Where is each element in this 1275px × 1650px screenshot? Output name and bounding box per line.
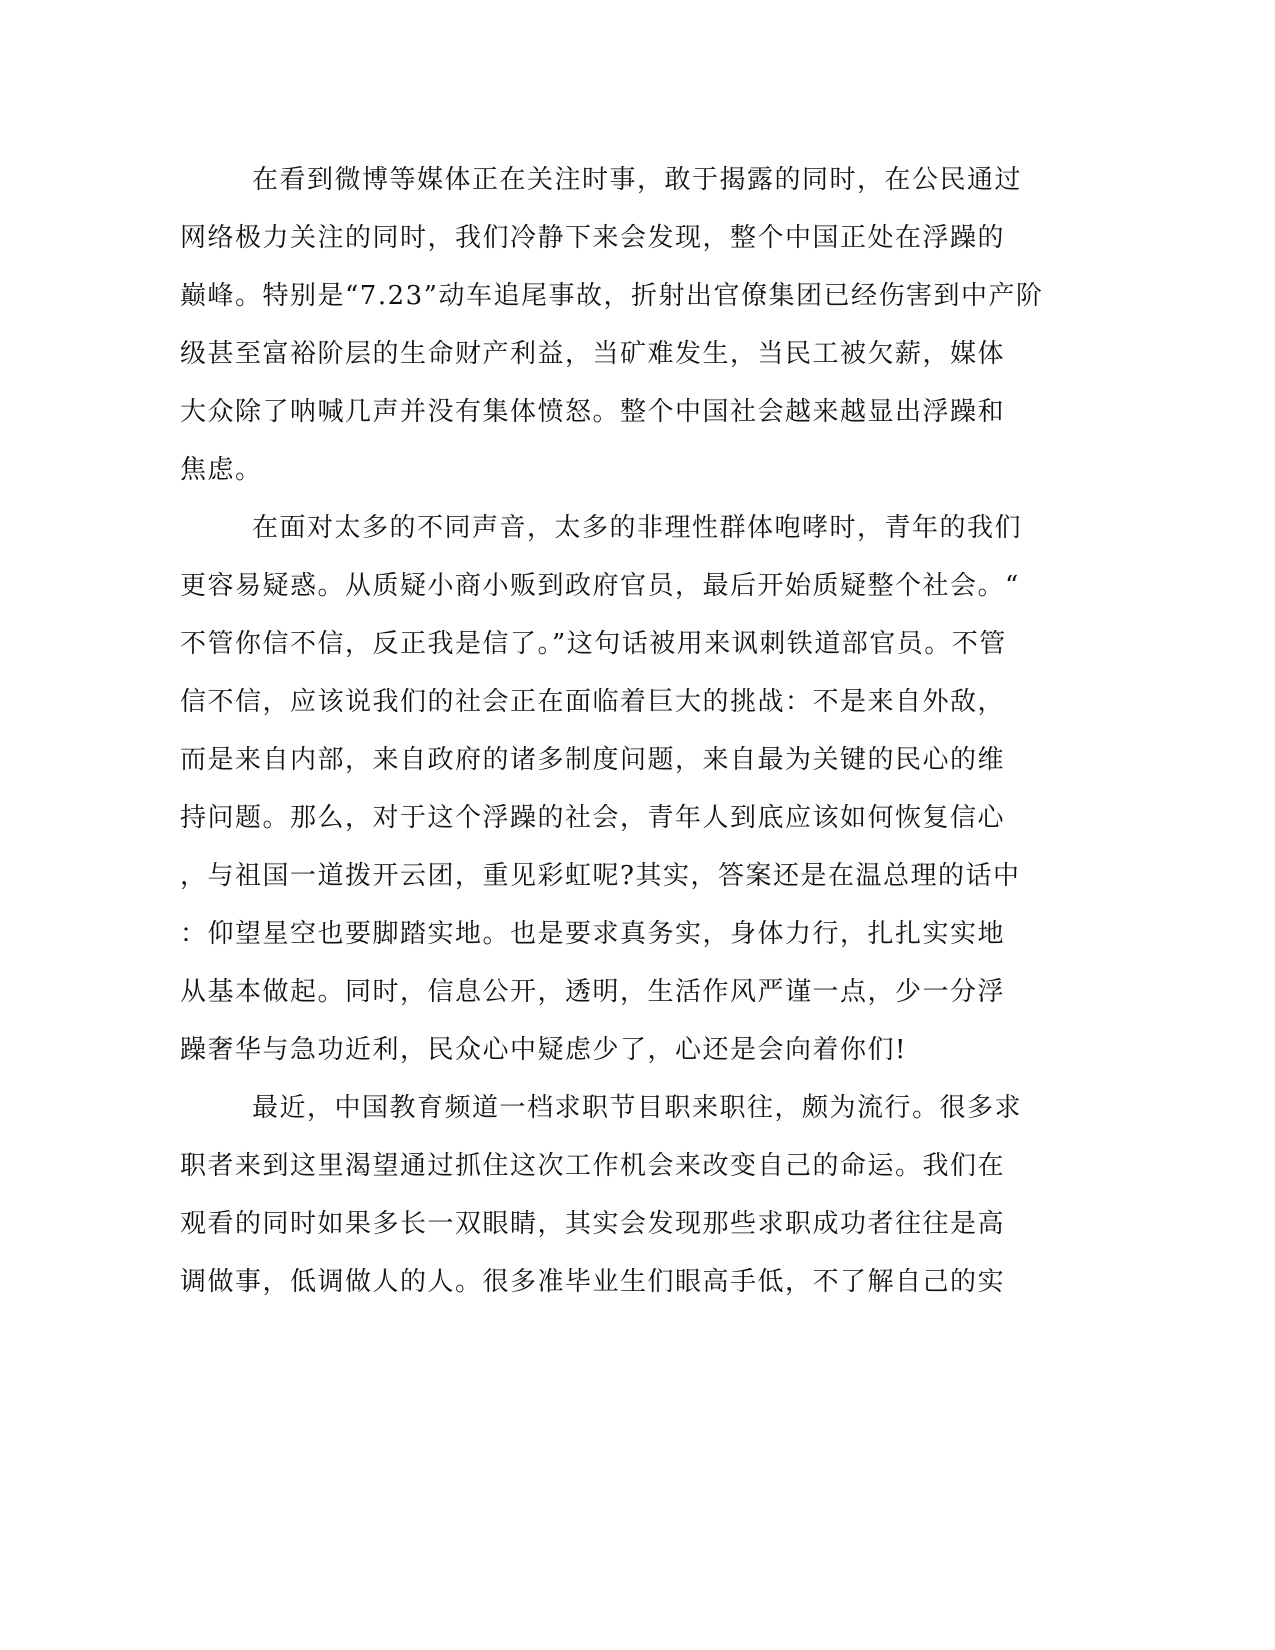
text-line: 调做事，低调做人的人。很多准毕业生们眼高手低，不了解自己的实 [180,1267,1006,1297]
text-line: ，与祖国一道拨开云团，重见彩虹呢?其实，答案还是在温总理的话中 [180,861,1021,891]
text-line: 在面对太多的不同声音，太多的非理性群体咆哮时，青年的我们 [252,513,1023,543]
text-line: 大众除了呐喊几声并没有集体愤怒。整个中国社会越来越显出浮躁和 [180,397,1006,427]
text-line: 级甚至富裕阶层的生命财产利益，当矿难发生，当民工被欠薪，媒体 [180,339,1006,369]
text-line: 而是来自内部，来自政府的诸多制度问题，来自最为关键的民心的维 [180,745,1006,775]
text-line: 巅峰。特别是“7.23”动车追尾事故，折射出官僚集团已经伤害到中产阶 [180,281,1044,311]
text-line: 网络极力关注的同时，我们冷静下来会发现，整个中国正处在浮躁的 [180,223,1006,253]
text-line: 不管你信不信，反正我是信了。”这句话被用来讽刺铁道部官员。不管 [180,629,1007,659]
text-line: 信不信，应该说我们的社会正在面临着巨大的挑战：不是来自外敌， [180,687,1006,717]
text-line: 更容易疑惑。从质疑小商小贩到政府官员，最后开始质疑整个社会。“ [180,571,1020,601]
text-line: 观看的同时如果多长一双眼睛，其实会发现那些求职成功者往往是高 [180,1209,1006,1239]
text-line: 职者来到这里渴望通过抓住这次工作机会来改变自己的命运。我们在 [180,1151,1006,1181]
text-line: 在看到微博等媒体正在关注时事，敢于揭露的同时，在公民通过 [252,165,1023,195]
text-line: ：仰望星空也要脚踏实地。也是要求真务实，身体力行，扎扎实实地 [180,919,1006,949]
text-line: 焦虑。 [180,455,263,485]
text-line: 从基本做起。同时，信息公开，透明，生活作风严谨一点，少一分浮 [180,977,1006,1007]
text-line: 躁奢华与急功近利，民众心中疑虑少了，心还是会向着你们! [180,1035,907,1065]
text-line: 持问题。那么，对于这个浮躁的社会，青年人到底应该如何恢复信心 [180,803,1006,833]
text-line: 最近，中国教育频道一档求职节目职来职往，颇为流行。很多求 [252,1093,1023,1123]
